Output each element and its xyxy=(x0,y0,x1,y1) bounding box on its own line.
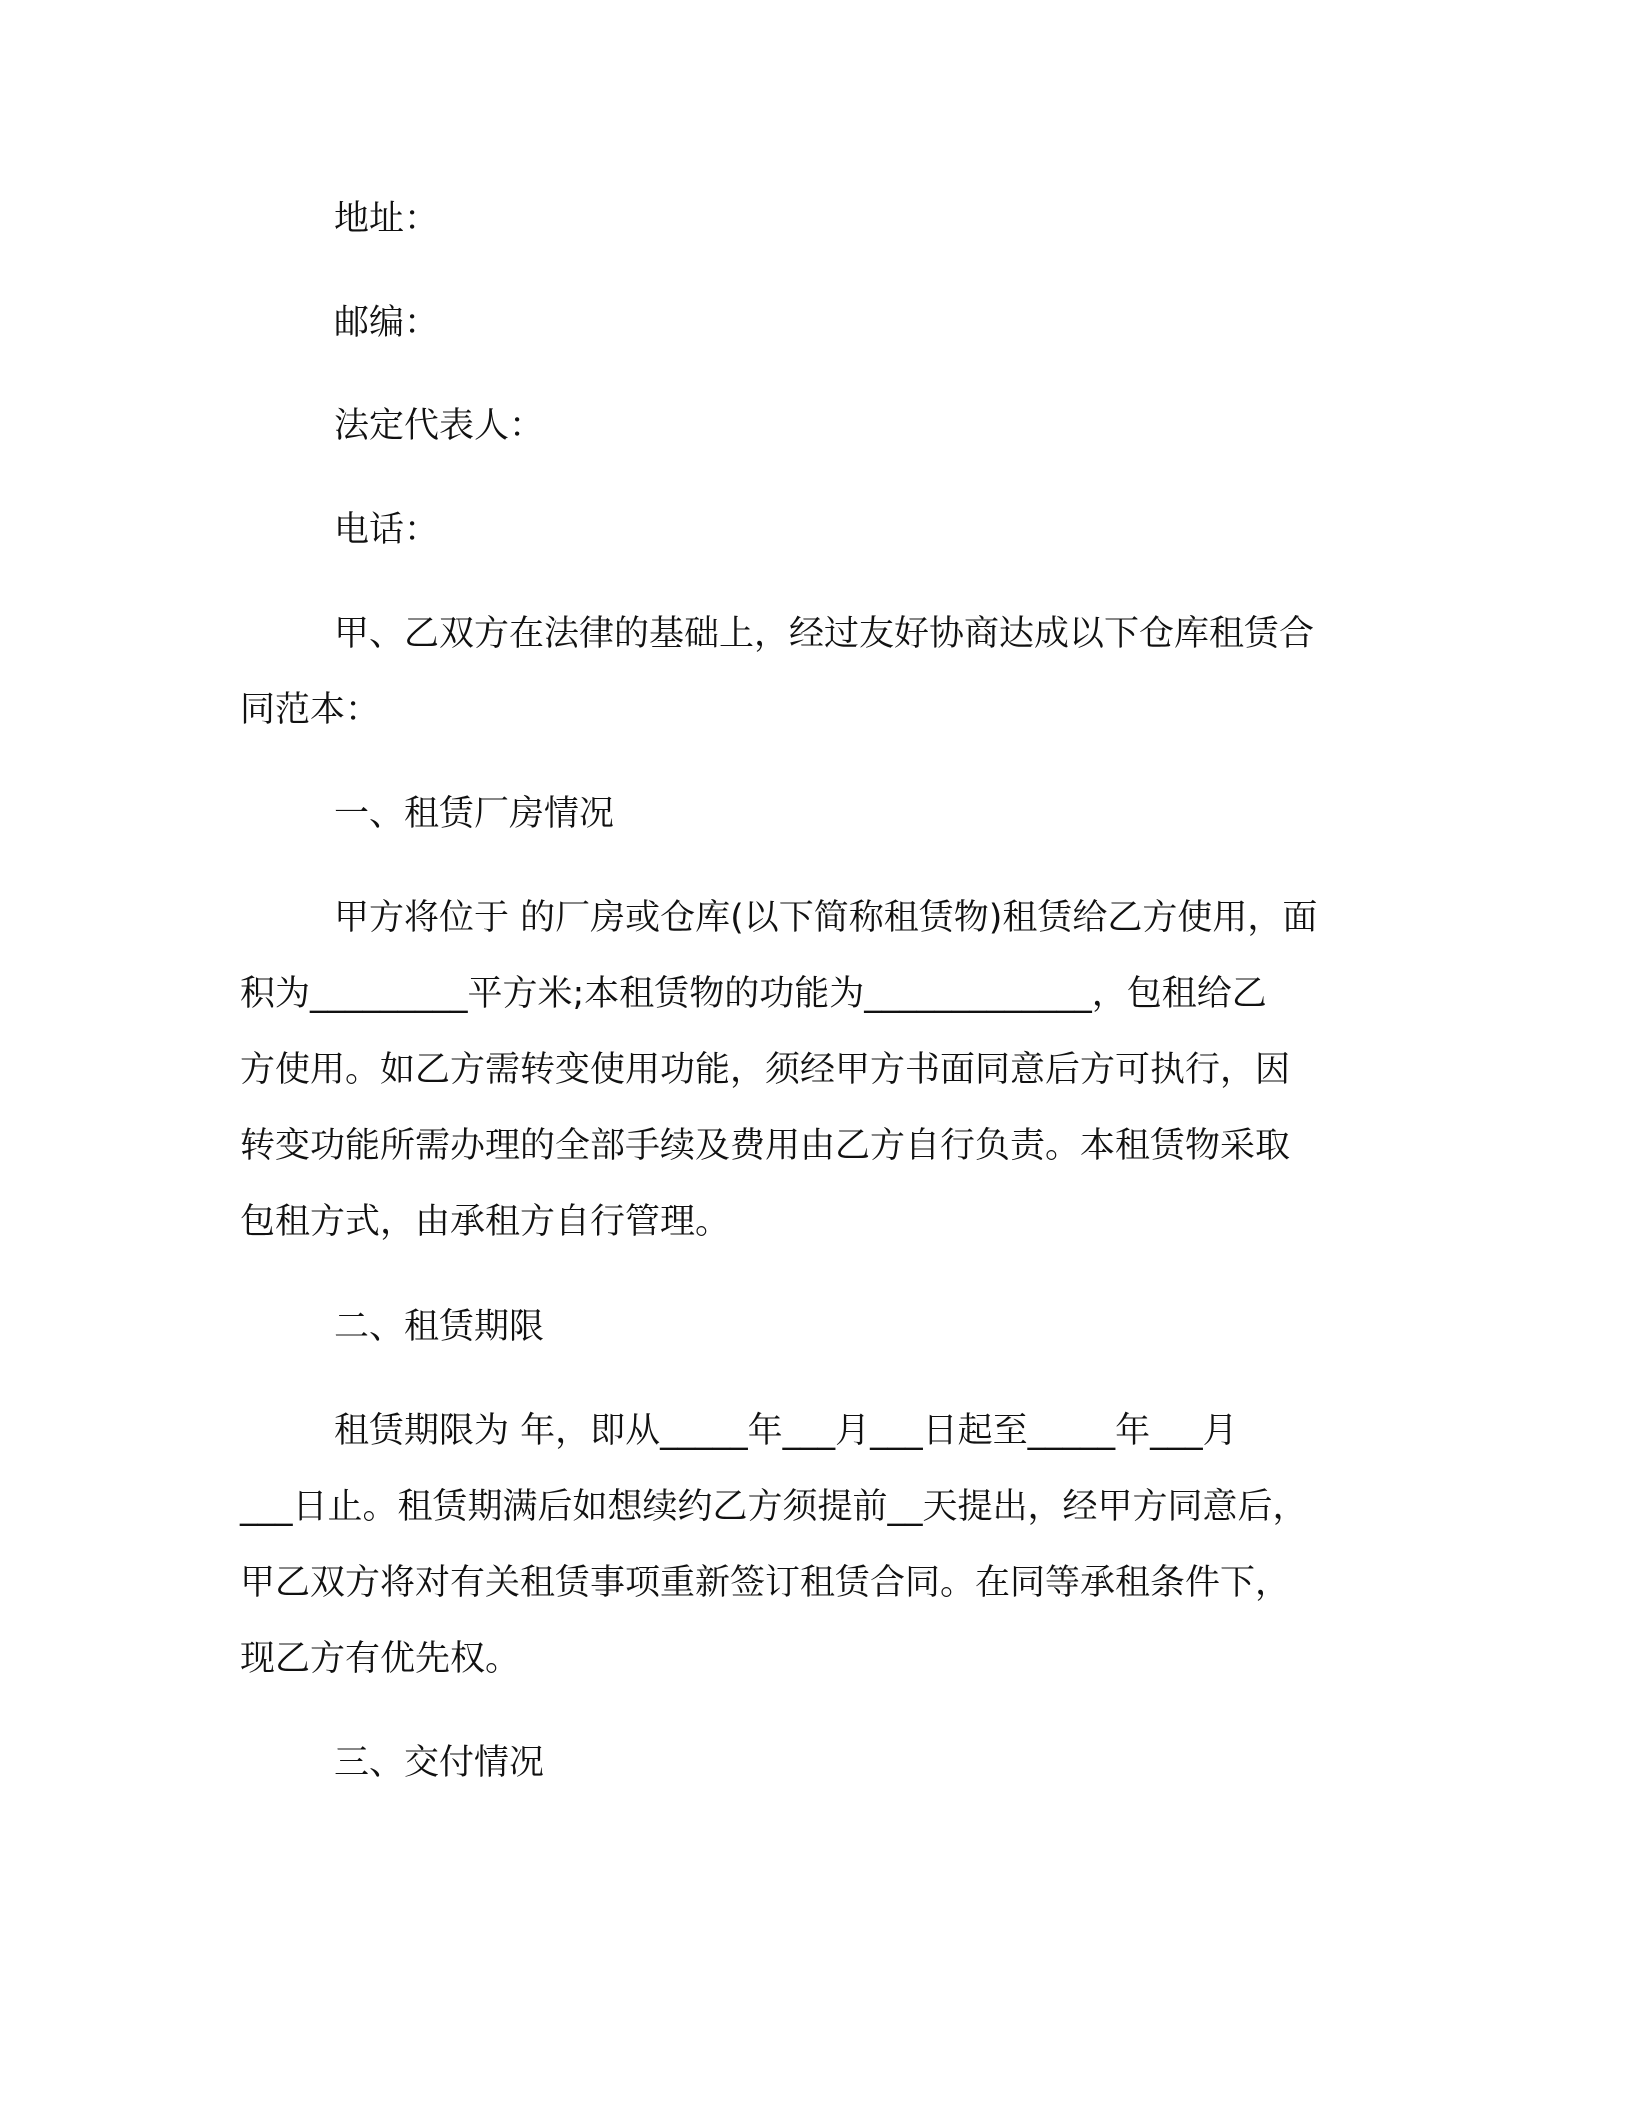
section-2-line-2: ___日止。租赁期满后如想续约乙方须提前__天提出，经甲方同意后， xyxy=(240,1487,1308,1527)
section-1-line-2: 积为_________平方米;本租赁物的功能为_____________，包租给乙 xyxy=(240,974,1267,1014)
section-2-line-3: 甲乙双方将对有关租赁事项重新签订租赁合同。在同等承租条件下， xyxy=(240,1563,1291,1603)
address-field: 地址： xyxy=(334,199,440,239)
section-2-line-4: 现乙方有优先权。 xyxy=(240,1639,521,1679)
intro-line-2: 同范本： xyxy=(240,690,381,730)
section-2-line-1: 租赁期限为 年，即从_____年___月___日起至_____年___月 xyxy=(334,1411,1238,1451)
section-1-line-3: 方使用。如乙方需转变使用功能，须经甲方书面同意后方可执行，因 xyxy=(240,1050,1291,1090)
section-1-heading: 一、租赁厂房情况 xyxy=(334,794,615,834)
section-1-line-4: 转变功能所需办理的全部手续及费用由乙方自行负责。本租赁物采取 xyxy=(240,1126,1291,1166)
postcode-field: 邮编： xyxy=(334,303,440,343)
section-1-line-5: 包租方式，由承租方自行管理。 xyxy=(240,1202,731,1242)
section-3-heading: 三、交付情况 xyxy=(334,1743,545,1783)
phone-field: 电话： xyxy=(334,510,440,550)
intro-line-1: 甲、乙双方在法律的基础上，经过友好协商达成以下仓库租赁合 xyxy=(334,614,1315,654)
section-1-line-1: 甲方将位于 的厂房或仓库(以下简称租赁物)租赁给乙方使用，面 xyxy=(334,898,1318,938)
section-2-heading: 二、租赁期限 xyxy=(334,1307,545,1347)
legal-representative-field: 法定代表人： xyxy=(334,406,545,446)
